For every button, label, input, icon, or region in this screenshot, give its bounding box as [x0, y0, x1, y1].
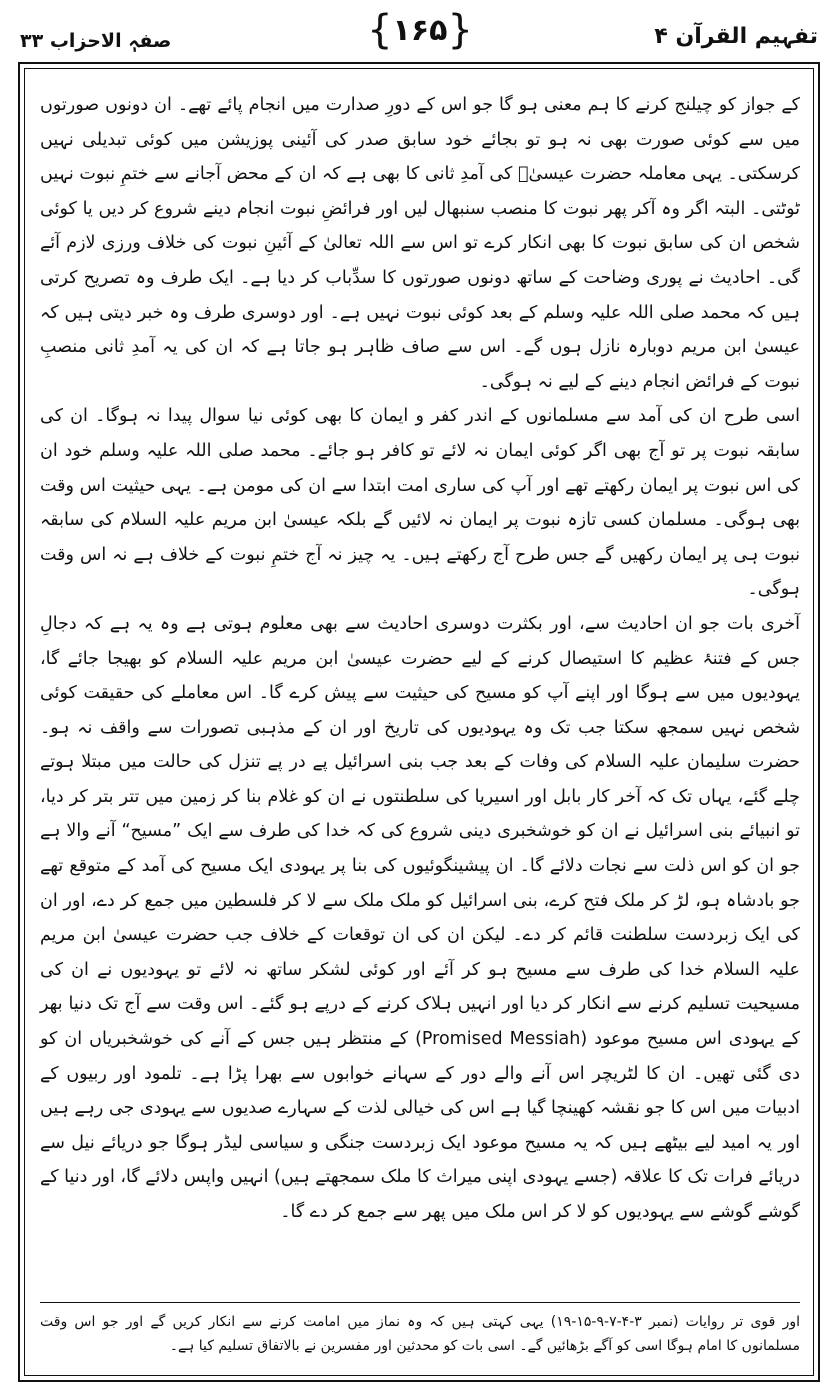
running-head-surah: صفہٖ الاحزاب ۳۳ — [20, 30, 172, 52]
page-number-text: ۱۶۵ — [392, 12, 448, 48]
page-number — [367, 7, 473, 53]
paragraph: اسی طرح ان کی آمد سے مسلمانوں کے اندر کفر و ایمان کا بھی کوئی نیا سوال پیدا نہ ہوگا۔ ان کی سابقہ نبوت پر تو آج بھی اگر کوئی ایمان نہ لائے تو کافر ہو جائے۔ محمد صلی اللہ علیہ وسلم خود ان کی اس نبوت پر ایمان رکھتے تھے اور آپ کی ساری امت ابتدا سے ان کی مومن ہے۔ یہی حیثیت اس وقت بھی ہوگی۔ مسلمان کسی تازہ نبوت پر ایمان نہ لائیں گے بلکہ عیسیٰ ابن مریم علیہ السلام کی سابقہ نبوت ہی پر ایمان رکھیں گے جس طرح آج رکھتے ہیں۔ یہ چیز نہ آج ختمِ نبوت کے خلاف ہے نہ اس وقت ہوگی۔ — [40, 406, 800, 600]
footnote-divider — [40, 1302, 800, 1303]
running-head-book: تفہیم القرآن ۴ — [654, 24, 818, 49]
paragraph: آخری بات جو ان احادیث سے، اور بکثرت دوسری احادیث سے بھی معلوم ہوتی ہے وہ یہ ہے کہ دجالِ جس کے فتنۂ عظیم کا استیصال کرنے کے لیے حضرت عیسیٰ ابن مریم علیہ السلام کو بھیجا جائے گا، یہودیوں میں سے ہوگا اور اپنے آپ کو مسیح کی حیثیت سے پیش کرے گا۔ اس معاملے کی حقیقت کوئی شخص نہیں سمجھ سکتا جب تک وہ یہودیوں کی تاریخ اور ان کے مذہبی تصورات سے واقف نہ ہو۔ حضرت سلیمان علیہ السلام کی وفات کے بعد جب بنی اسرائیل پے در پے تنزل کی حالت میں مبتلا ہوتے چلے گئے، یہاں تک کہ آخر کار بابل اور اسیریا کی سلطنتوں نے ان کو غلام بنا کر زمین میں تتر بتر کر دیا، تو انبیائے بنی اسرائیل نے ان کو خوشخبری دینی شروع کی کہ خدا کی طرف سے ایک ”مسیح“ آنے والا ہے جو ان کو اس ذلت سے نجات دلائے گا۔ ان پیشینگوئیوں کی بنا پر یہودی ایک مسیح کی آمد کے متوقع تھے جو بادشاہ ہو، لڑ کر ملک فتح کرے، بنی اسرائیل کو ملک ملک سے لا کر فلسطین میں جمع کر دے، اور ان کی ایک زبردست سلطنت قائم کر دے۔ لیکن ان کی ان توقعات کے خلاف جب حضرت عیسیٰ ابن مریم علیہ السلام خدا کی طرف سے مسیح ہو کر آئے اور کوئی لشکر ساتھ نہ لائے تو یہودیوں نے ان کی مسیحیت تسلیم کرنے سے انکار کر دیا اور انہیں ہلاک کرنے کے درپے ہو گئے۔ اس وقت سے آج تک دنیا بھر کے یہودی اس مسیح موعود (Promised Messiah) کے منتظر ہیں جس کے آنے کی خوشخبریاں ان کو دی گئی تھیں۔ ان کا لٹریچر اس آنے والے دور کے سہانے خوابوں سے بھرا پڑا ہے۔ تلمود اور ربیوں کے ادبیات میں اس کا جو نقشہ کھینچا گیا ہے اس کی خیالی لذت کے سہارے صدیوں سے یہودی جی رہے ہیں اور یہ امید لیے بیٹھے ہیں کہ یہ مسیح موعود ایک زبردست جنگی و سیاسی لیڈر ہوگا جو دریائے نیل سے دریائے فرات تک کا علاقہ (جسے یہودی اپنی میراث کا ملک سمجھتے ہیں) انہیں واپس دلائے گا، اور دنیا کے گوشے گوشے سے یہودیوں کو لا کر اس ملک میں پھر سے جمع کر دے گا۔ — [40, 613, 801, 1222]
page-header — [0, 0, 840, 62]
left-brace-ornament: { — [367, 7, 393, 53]
footnote — [40, 1310, 800, 1358]
footnote-text: اور قوی تر روایات (نمبر ۳-۴-۷-۹-۱۵-۱۹) یہی کہتی ہیں کہ وہ نماز میں امامت کرنے سے انکار کریں گے اور جو اس وقت مسلمانوں کا امام ہوگا اسی کو آگے بڑھائیں گے۔ اسی بات کو محدثین اور مفسرین نے بالاتفاق تسلیم کیا ہے۔ — [40, 1314, 800, 1354]
paragraph: کے جواز کو چیلنج کرنے کا ہم معنی ہو گا جو اس کے دورِ صدارت میں انجام پائے تھے۔ ان دونوں صورتوں میں سے کوئی صورت بھی نہ ہو تو بجائے خود سابق صدر کی آئینی پوزیشن میں کوئی تبدیلی نہیں کرسکتی۔ یہی معاملہ حضرت عیسیٰؑ کی آمدِ ثانی کا بھی ہے کہ ان کے محض آجانے سے ختمِ نبوت نہیں ٹوٹتی۔ البتہ اگر وہ آکر پھر نبوت کا منصب سنبھال لیں اور فرائضِ نبوت انجام دینے شروع کر دیں یا کوئی شخص ان کی سابق نبوت کا بھی انکار کرے تو اس سے اللہ تعالیٰ کے آئینِ نبوت کی خلاف ورزی لازم آئے گی۔ احادیث نے پوری وضاحت کے ساتھ دونوں صورتوں کا سدِّباب کر دیا ہے۔ ایک طرف وہ تصریح کرتی ہیں کہ محمد صلی اللہ علیہ وسلم کے بعد کوئی نبوت نہیں ہے۔ اور دوسری طرف وہ خبر دیتی ہیں کہ عیسیٰ ابن مریم دوبارہ نازل ہوں گے۔ اس سے صاف ظاہر ہو جاتا ہے کہ ان کی یہ آمدِ ثانی منصبِ نبوت کے فرائض انجام دینے کے لیے نہ ہوگی۔ — [40, 95, 800, 392]
right-brace-ornament: } — [447, 7, 473, 53]
main-text — [40, 88, 800, 1230]
